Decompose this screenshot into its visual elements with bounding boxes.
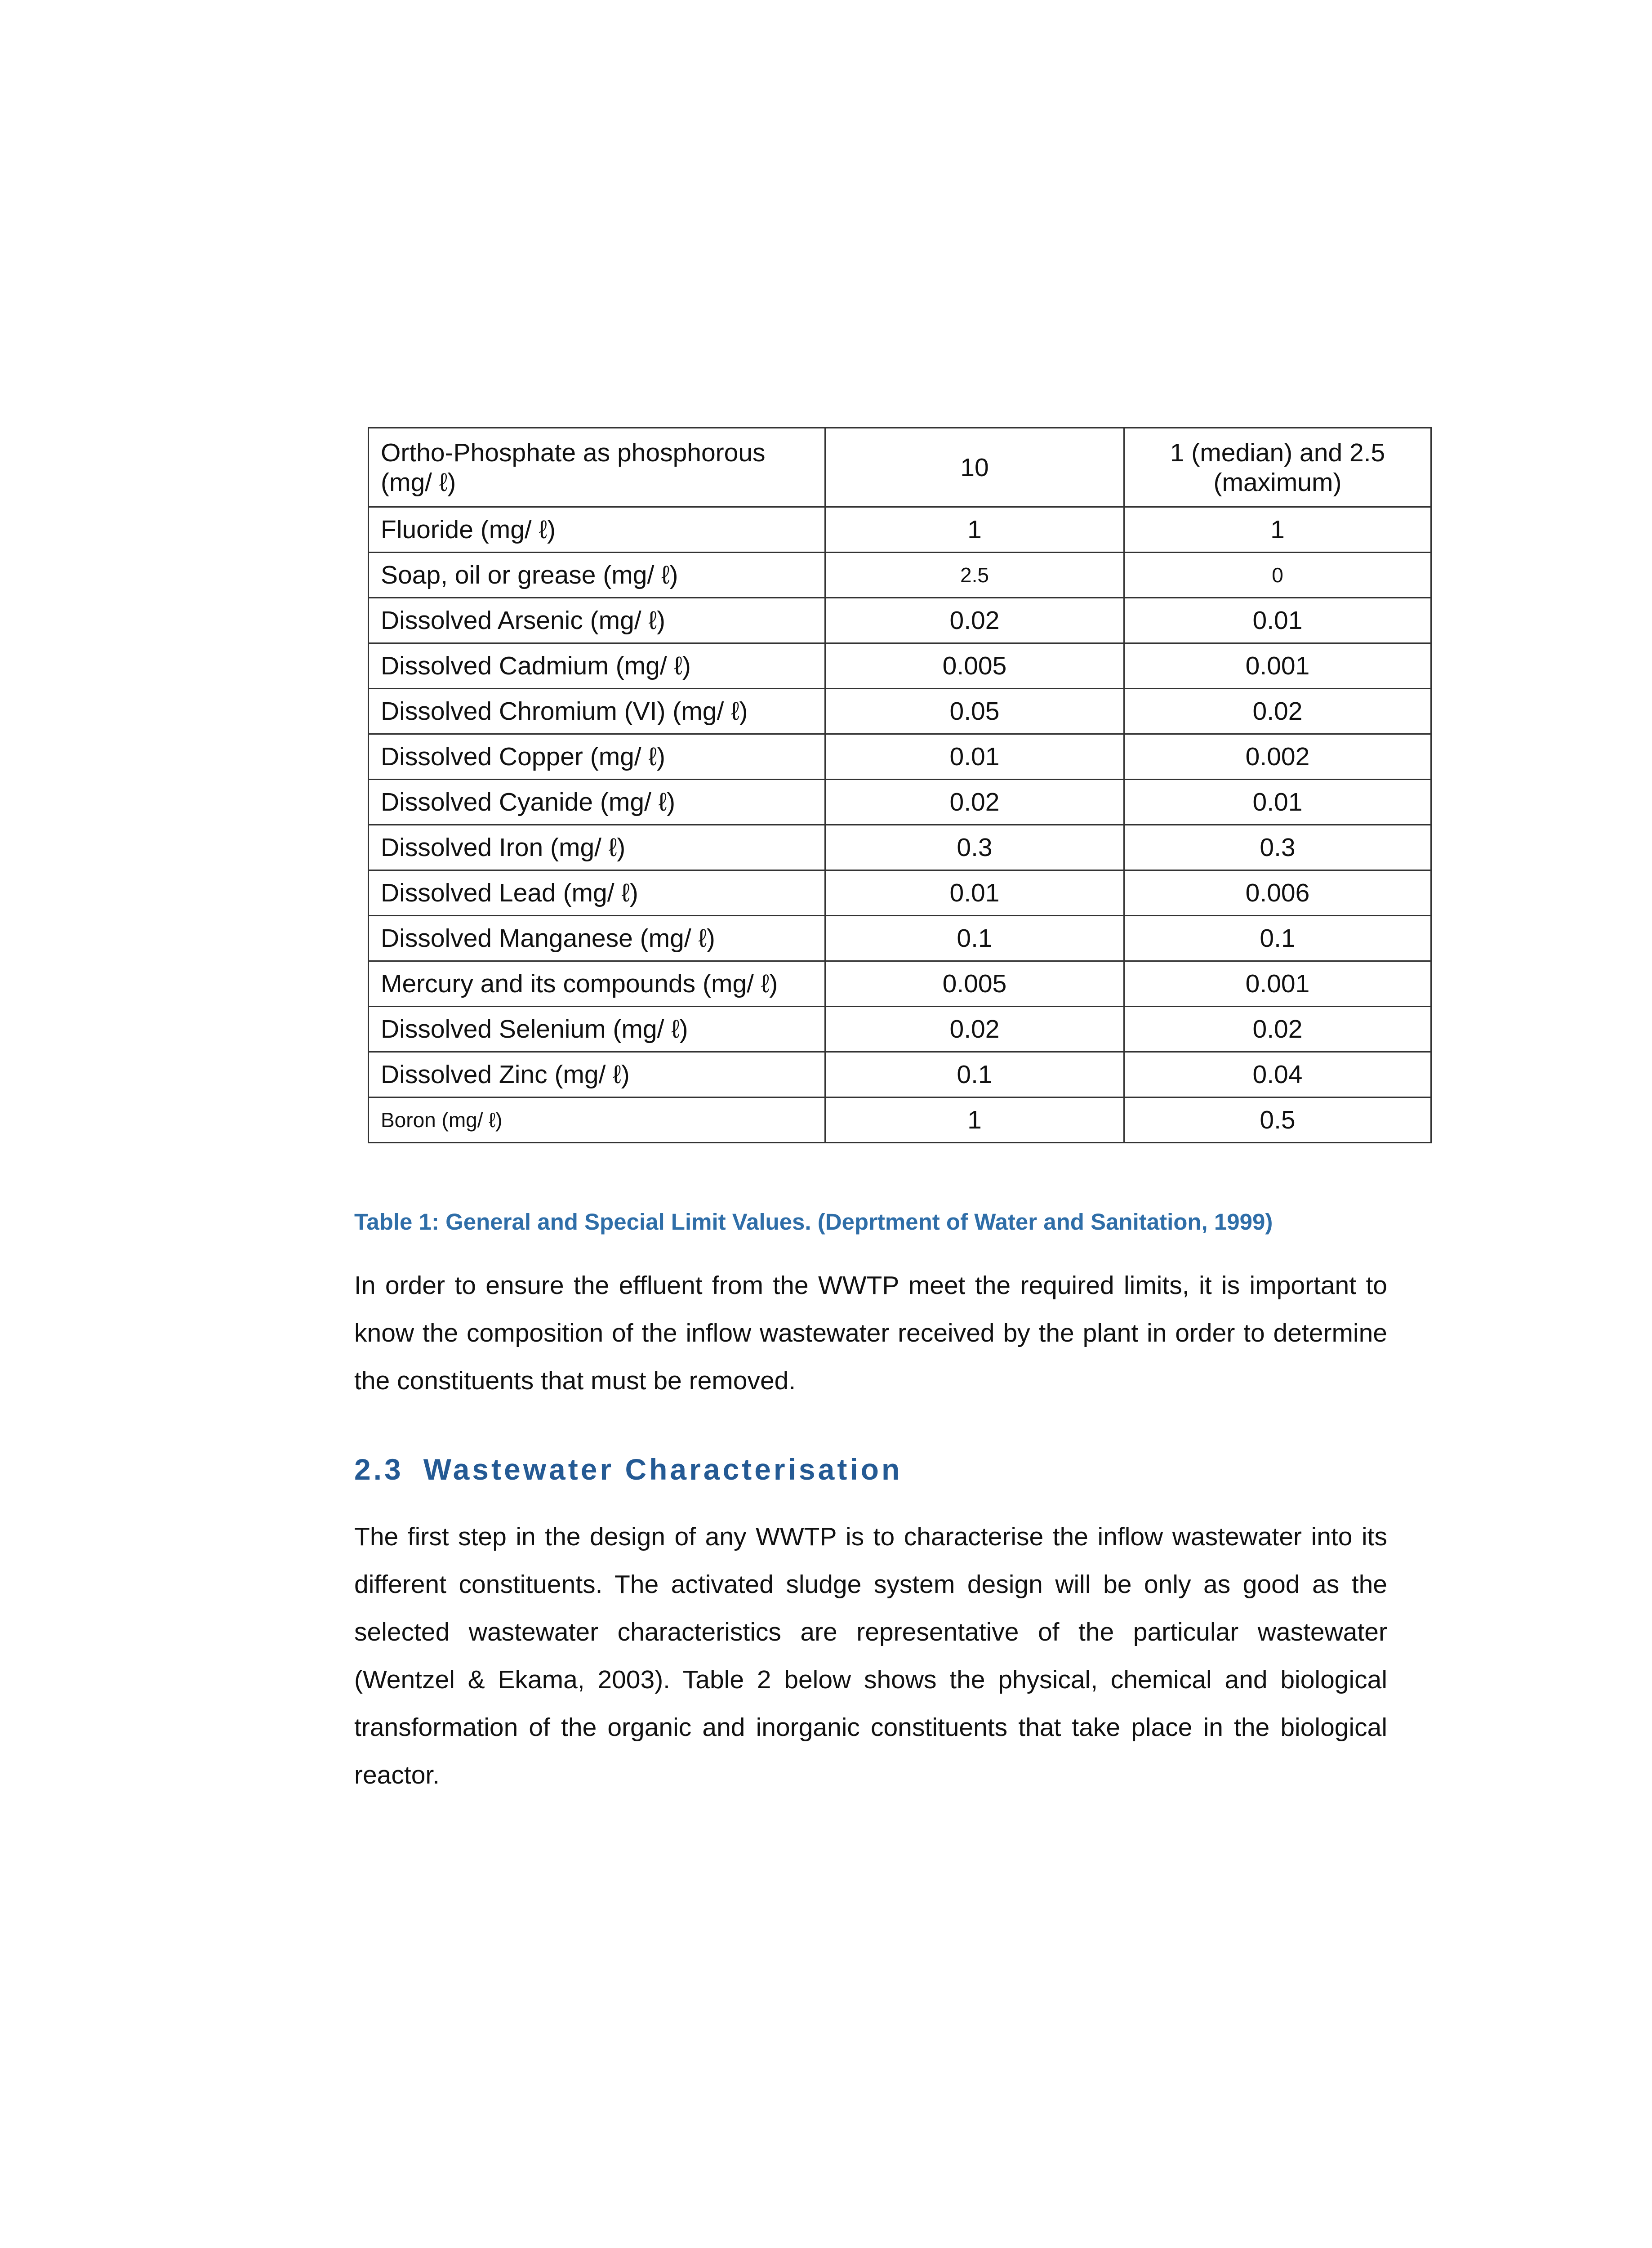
special-limit-cell: 0.01: [1124, 780, 1431, 825]
general-limit-cell: 10: [825, 428, 1124, 507]
table-row: [369, 961, 1431, 1007]
special-limit-cell: 0.001: [1124, 643, 1431, 689]
special-limit-cell: 0.01: [1124, 598, 1431, 643]
parameter-cell: Dissolved Arsenic (mg/ ℓ): [369, 598, 825, 643]
table-row: [369, 1007, 1431, 1052]
body-paragraph: In order to ensure the effluent from the WWTP meet the required limits, it is important to know the composition of the inflow wastewater received by the plant in order to determine the constituents that must be removed.: [354, 1271, 1387, 1395]
section-heading: [354, 1452, 902, 1486]
parameter-cell: Fluoride (mg/ ℓ): [369, 507, 825, 553]
parameter-cell: Dissolved Zinc (mg/ ℓ): [369, 1052, 825, 1097]
table-row: [369, 825, 1431, 870]
table-row: [369, 507, 1431, 553]
special-limit-cell: 0.3: [1124, 825, 1431, 870]
general-limit-cell: 0.05: [825, 689, 1124, 734]
table-row: [369, 870, 1431, 916]
parameter-cell: Mercury and its compounds (mg/ ℓ): [369, 961, 825, 1007]
general-limit-cell: 0.02: [825, 598, 1124, 643]
general-limit-cell: 1: [825, 507, 1124, 553]
general-limit-cell: 0.01: [825, 870, 1124, 916]
section-number: 2.3: [354, 1453, 404, 1486]
general-limit-cell: 0.005: [825, 643, 1124, 689]
special-limit-cell: 0.002: [1124, 734, 1431, 780]
table-row: [369, 780, 1431, 825]
special-limit-cell: 0.001: [1124, 961, 1431, 1007]
section-title: Wastewater Characterisation: [423, 1453, 903, 1486]
table-row: [369, 428, 1431, 507]
special-limit-cell: 0.5: [1124, 1097, 1431, 1143]
general-limit-cell: 0.1: [825, 916, 1124, 961]
table-row: [369, 1052, 1431, 1097]
parameter-cell: Dissolved Copper (mg/ ℓ): [369, 734, 825, 780]
table-row: [369, 916, 1431, 961]
limit-values-table: [368, 427, 1432, 1143]
table-caption: Table 1: General and Special Limit Values. (Deprtment of Water and Sanitation, 1999): [354, 1209, 1273, 1235]
general-limit-cell: 0.01: [825, 734, 1124, 780]
table-row: [369, 643, 1431, 689]
parameter-cell: Dissolved Cadmium (mg/ ℓ): [369, 643, 825, 689]
parameter-cell: Dissolved Selenium (mg/ ℓ): [369, 1007, 825, 1052]
special-limit-cell: 1 (median) and 2.5 (maximum): [1124, 428, 1431, 507]
parameter-cell: Boron (mg/ ℓ): [369, 1097, 825, 1143]
table-row: [369, 1097, 1431, 1143]
table-row: [369, 689, 1431, 734]
general-limit-cell: 0.1: [825, 1052, 1124, 1097]
special-limit-cell: 0.02: [1124, 1007, 1431, 1052]
parameter-cell: Dissolved Chromium (VI) (mg/ ℓ): [369, 689, 825, 734]
parameter-cell: Soap, oil or grease (mg/ ℓ): [369, 553, 825, 598]
special-limit-cell: 1: [1124, 507, 1431, 553]
table-row: [369, 598, 1431, 643]
table-row: [369, 553, 1431, 598]
special-limit-cell: 0.1: [1124, 916, 1431, 961]
general-limit-cell: 0.02: [825, 780, 1124, 825]
general-limit-cell: 0.005: [825, 961, 1124, 1007]
parameter-cell: Dissolved Iron (mg/ ℓ): [369, 825, 825, 870]
special-limit-cell: 0.02: [1124, 689, 1431, 734]
general-limit-cell: 2.5: [825, 553, 1124, 598]
parameter-cell: Dissolved Lead (mg/ ℓ): [369, 870, 825, 916]
table-row: [369, 734, 1431, 780]
general-limit-cell: 0.02: [825, 1007, 1124, 1052]
body-paragraph: The first step in the design of any WWTP is to characterise the inflow wastewater into its different constituents. The activated sludge system design will be only as good as the selected wastewater characteristics are representative of the particular wastewater (Wentzel & Ekama, 2003). Table 2 below shows the physical, chemical and biological transformation of the organic and inorganic constituents that take place in the biological reactor.: [354, 1522, 1387, 1789]
general-limit-cell: 1: [825, 1097, 1124, 1143]
parameter-cell: Dissolved Manganese (mg/ ℓ): [369, 916, 825, 961]
parameter-cell: Ortho-Phosphate as phosphorous (mg/ ℓ): [369, 428, 825, 507]
parameter-cell: Dissolved Cyanide (mg/ ℓ): [369, 780, 825, 825]
special-limit-cell: 0.006: [1124, 870, 1431, 916]
special-limit-cell: 0.04: [1124, 1052, 1431, 1097]
special-limit-cell: 0: [1124, 553, 1431, 598]
general-limit-cell: 0.3: [825, 825, 1124, 870]
